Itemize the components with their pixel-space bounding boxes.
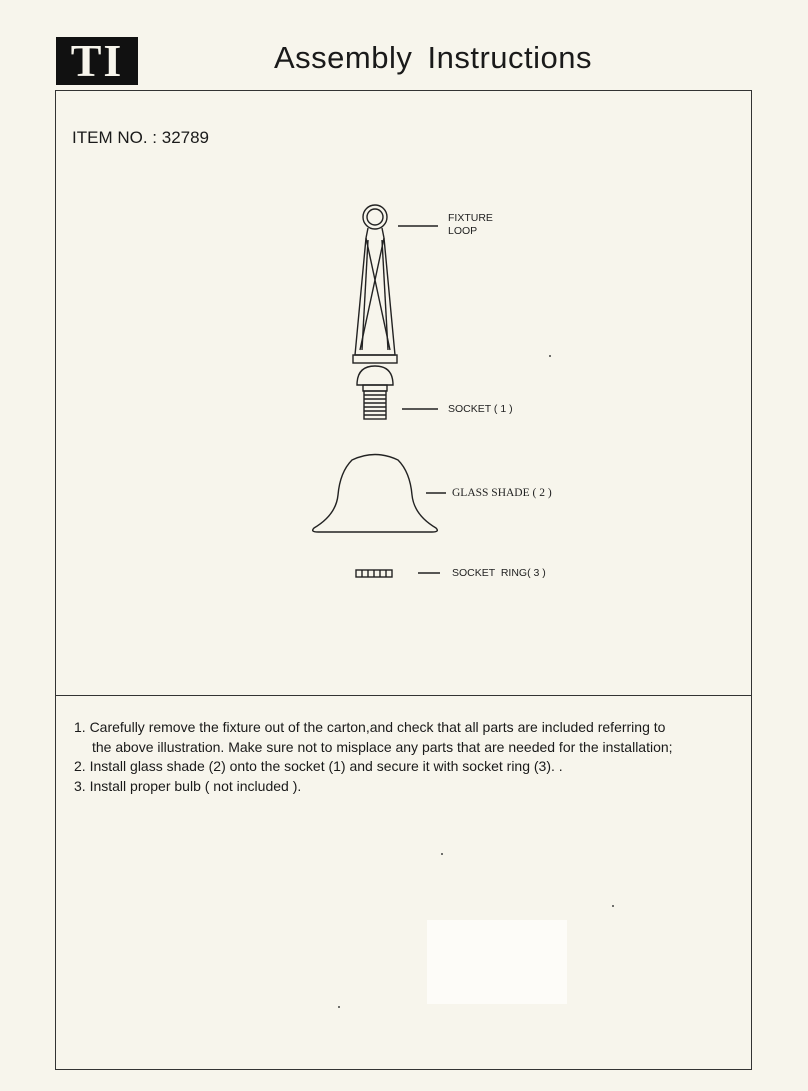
- step-1-line-1: 1. Carefully remove the fixture out of the carton,and check that all parts are included referring to: [74, 719, 666, 735]
- item-number-label: ITEM NO. :: [72, 128, 157, 147]
- page-title: Assembly Instructions: [274, 40, 592, 75]
- fixture-loop-drawing: [353, 205, 397, 363]
- fixture-loop-label-line1: FIXTURE: [448, 212, 493, 224]
- brand-logo: TI: [56, 37, 138, 85]
- scan-speck: [549, 355, 551, 357]
- socket-label: SOCKET ( 1 ): [448, 403, 513, 415]
- item-number-value: 32789: [161, 128, 210, 147]
- blank-label-area: [427, 920, 567, 1004]
- socket-drawing: [357, 366, 393, 419]
- glass-shade-label: GLASS SHADE ( 2 ): [452, 487, 552, 499]
- step-3: 3. Install proper bulb ( not included ).: [74, 777, 302, 794]
- socket-ring-drawing: [356, 570, 392, 577]
- fixture-loop-label: [448, 212, 493, 238]
- scan-speck: [612, 905, 614, 907]
- fixture-loop-label-line2: LOOP: [448, 225, 478, 237]
- scan-speck: [338, 1006, 340, 1008]
- scan-speck: [441, 853, 443, 855]
- glass-shade-drawing: [313, 455, 438, 533]
- instruction-steps: [74, 718, 734, 796]
- step-2: 2. Install glass shade (2) onto the socket (1) and secure it with socket ring (3). .: [74, 758, 563, 774]
- step-1-line-2: the above illustration. Make sure not to misplace any parts that are needed for the installation;: [92, 738, 673, 755]
- socket-ring-label: SOCKET RING( 3 ): [452, 567, 546, 579]
